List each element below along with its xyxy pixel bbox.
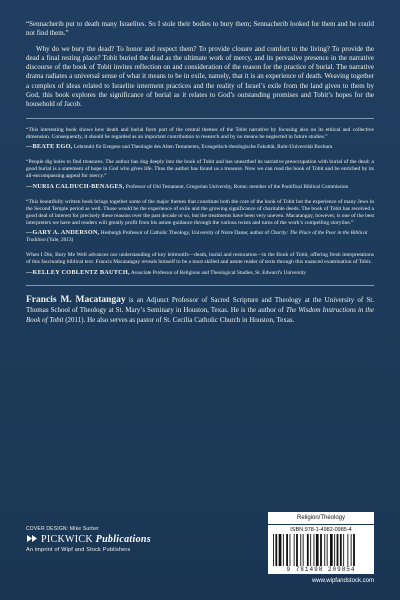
endorsement-attribution — [26, 143, 374, 151]
endorsement-attribution — [26, 183, 374, 191]
publisher-prefix: PICKWICK — [41, 534, 93, 545]
endorser-name: —NURIA CALDUCH-BENAGES, — [26, 182, 125, 190]
endorsement-calduch-benages — [26, 159, 374, 191]
endorser-affiliation: Lehrstuhl für Exegese und Theologie des Alten Testaments, Evangelisch-theologische Fakultät, Ruhr-Universität Bochum — [73, 143, 333, 150]
divider — [26, 285, 374, 286]
endorser-affiliation: Professor of Old Testament, Gregorian University, Rome; member of the Pontifical Biblical Commission — [125, 183, 349, 190]
author-bio — [26, 294, 374, 325]
description-paragraph: Why do we bury the dead? To honor and respect them? To provide closure and comfort to the living? To provide the dead a final resting place? Tobit buried the dead as the ultimate work of mercy, and its pervasive presence in the narrative discourse of the book of Tobit invites reflection on and consideration of the reason for the practice of burial. The narrative drama radiates a universal sense of what it means to be in exile, namely, that it is an experience of death. Weaving together a complex of ideas related to Israelite interment practices and the reality of Israel’s exile from the land given to them by God, this book explores the significance of burial as it relates to God’s outstanding promises and Tobit’s hopes for the household of Jacob. — [26, 44, 374, 109]
barcode-icon — [271, 534, 371, 566]
endorsement-anderson — [26, 199, 374, 245]
isbn-number: ISBN 978-1-4982-0985-4 — [290, 527, 352, 533]
bio-text-1: is an Adjunct Professor of Sacred Scripture and Theology at the University of St. Thomas School of Theology at St. Mary’s Seminary in Houston, Texas. He is the author of — [26, 295, 374, 315]
isbn-barcode-box — [268, 525, 374, 574]
endorser-name: —BEATE EGO, — [26, 142, 73, 150]
publisher-name: Publications — [95, 534, 151, 545]
pickwick-logo-icon — [26, 534, 39, 543]
publisher-website: www.wipfandstock.com — [311, 578, 374, 584]
book-description — [26, 20, 374, 110]
imprint-line: An imprint of Wipf and Stock Publishers — [26, 547, 131, 553]
endorser-affiliation: Associate Professor of Religious and Theological Studies, St. Edward’s University — [130, 269, 306, 276]
endorsement-quote: When I Die, Bury Me Well advances our understanding of key leitmotifs—death, burial and restoration—in the Book of Tobit, offering fresh interpretations of this fascinating biblical text. Francis Macatangay reveals himself to be a most skilled and astute reader of texts through this nuanced examination of Tobit. — [26, 252, 374, 266]
barcode-digits: 9 781498 209854 — [286, 566, 356, 573]
endorsement-quote: “People dig holes to find treasures. The author has dug deeply into the book of Tobit and has unearthed its narrative preoccupation with burial of the dead: a good burial is a statement of hope in God who gives life. Thus the author has found us a treasure. Now we can read the book of Tobit and be enriched by its all-encompassing appeal for mercy.” — [26, 159, 374, 180]
endorser-name: —GARY A. ANDERSON, — [26, 229, 100, 237]
endorser-name: —KELLEY COBLENTZ BAUTCH, — [26, 268, 130, 276]
endorsement-attribution — [26, 269, 374, 277]
endorsement-quote: “This beautifully written book brings together some of the major themes that constitute both the core of the book of Tobit but the experience of many Jews in the Second Temple period as well. Those would be the experience of exile and the growing significance of charitable deeds. The book of Tobit has received a good deal of interest for precisely these reasons over the past decade or so, but the treatments have been very uneven. Macatangay, however, is one of the best interpreters we have and readers will greatly profit from his astute guidance through the various twists and turns of the work’s compelling storyline.” — [26, 198, 374, 227]
endorsement-bautch — [26, 252, 374, 276]
author-previous-book: The Wisdom Instructions in the Book of Tobit — [26, 306, 374, 324]
publisher-logo — [26, 534, 151, 545]
epigraph-quote: “Sennacherib put to death many Israelites. So I stole their bodies to bury them; Sennacherib looked for them and he could not find them.” — [26, 20, 374, 38]
divider — [26, 118, 374, 119]
endorser-book-title: Charity: The Place of the Poor in the Biblical Tradition — [26, 230, 368, 244]
endorsement-attribution — [26, 229, 374, 244]
category-label: Religion/Theology — [268, 512, 374, 524]
author-bio-block — [26, 294, 374, 325]
cover-design-credit: COVER DESIGN: Mike Surber — [26, 526, 100, 532]
endorser-affiliation: Hesburgh Professor of Catholic Theology, University of Notre Dame; author of — [100, 230, 271, 237]
endorsement-ego — [26, 127, 374, 151]
endorsement-quote: “This interesting book shows how death and burial form part of the central themes of the Tobit narrative by focusing also on its ethical and collective dimension. Consequently, it should be regarded as an important contribution to research and by no means be neglected in future studies.” — [26, 126, 374, 140]
author-name: Francis M. Macatangay — [26, 294, 126, 305]
bio-text-2: (2011). He also serves as pastor of St. Cecilia Catholic Church in Houston, Texas. — [63, 315, 295, 324]
endorser-book-publisher: (Yale, 2013) — [45, 237, 74, 244]
